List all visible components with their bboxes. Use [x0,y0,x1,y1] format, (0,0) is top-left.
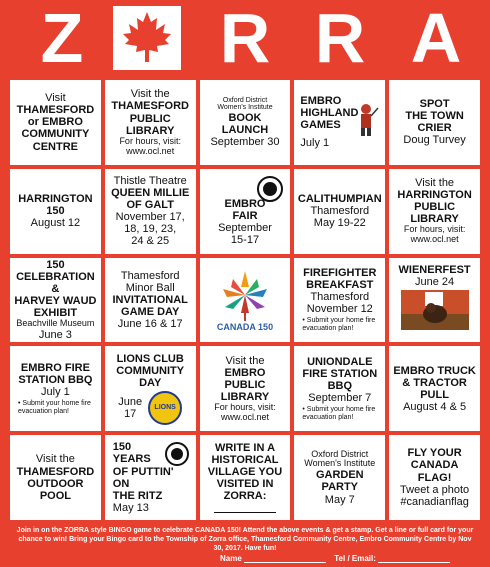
cell-text: & TRACTOR [402,376,467,389]
cell-text: For hours, visit: [214,402,276,413]
cell-text: FLAG! [417,471,452,484]
cell-text: November 17, [115,211,185,224]
bingo-cell[interactable] [105,258,196,343]
bingo-cell[interactable] [389,169,480,254]
cell-text: Thamesford [120,269,180,282]
cell-text: LAUNCH [221,124,269,137]
cell-text: CELEBRATION & [16,270,95,295]
cell-text: GAME DAY [121,306,180,319]
bingo-cell[interactable] [294,169,385,254]
cell-text: • Submit your home fire evacuation plan! [302,317,376,333]
cell-text: EXHIBIT [33,307,78,320]
cell-text: May 13 [112,501,149,514]
bingo-cell[interactable] [200,435,291,520]
cell-text: FIRE STATION [302,368,378,380]
cell-text: ZORRA: [223,490,267,503]
cell-text: September [218,222,272,235]
cell-text: 150 [46,205,65,218]
cell-text: Tweet a photo [400,483,470,496]
cell-text: June 24 [415,275,455,288]
cell-text: Visit the [35,453,75,466]
cell-text: For hours, visit: [119,135,181,146]
bingo-cell-free[interactable] [200,258,291,343]
cell-text: COMMUNITY [116,364,185,377]
cell-text: #canadianflag [400,495,469,508]
cell-text: LIBRARY [410,213,459,226]
cell-text: June 16 & 17 [117,318,183,331]
piper-icon [353,102,379,138]
cell-text: EMBRO TRUCK [393,364,476,377]
cell-text: CALITHUMPIAN [297,193,382,206]
cell-text: GARDEN [315,469,364,482]
cell-text: or EMBRO [27,116,83,129]
cell-text: FIREFIGHTER [303,267,377,280]
cell-text: YEARS [112,453,151,466]
cell-text: LIBRARY [220,390,270,403]
cell-text: July 1 [41,386,70,399]
cell-text: BBQ [327,380,353,393]
cell-text: Women's Institute [304,458,376,469]
bingo-cell[interactable] [294,258,385,343]
cell-text: PUBLIC [129,112,171,125]
cell-text: Visit the [130,88,170,101]
letter-a: A [410,0,462,77]
cell-text: CENTRE [32,140,79,153]
bingo-cell[interactable] [10,435,101,520]
cell-text: Oxford District [311,448,369,459]
cell-text: 17 [124,407,137,420]
letter-r-2: R [314,0,366,77]
cell-text: Thamesford [310,205,370,218]
tel-email-field[interactable] [378,554,450,563]
bingo-cell[interactable] [200,346,291,431]
cell-text: INVITATIONAL [112,293,188,306]
cell-text: Visit [45,92,66,105]
lions-club-logo-icon [148,391,182,425]
cell-text: FAIR [232,210,258,223]
cell-text: BOOK [228,111,262,124]
cell-text: STATION BBQ [18,374,93,387]
footer [0,524,490,567]
cell-text: EMBRO [224,366,266,379]
dachshund-photo-icon [401,290,469,330]
cell-text: CRIER [417,122,452,135]
cell-text: August 12 [30,217,81,230]
canada-150-logo-icon [213,267,277,323]
cell-text: www.ocl.net [410,234,459,245]
bingo-cell[interactable] [10,80,101,165]
cell-text: THAMESFORD [16,465,95,478]
cell-text: November 12 [306,303,373,316]
cell-text: THAMESFORD [16,104,95,117]
cell-text: HARRINGTON [397,189,472,202]
cell-text: GAMES [300,119,341,132]
cell-text: BREAKFAST [306,279,374,292]
cell-text: May 7 [324,493,355,506]
cell-text: CANADA [410,459,459,472]
cell-text: THAMESFORD [111,100,189,113]
cell-text: June 3 [38,329,72,342]
ritz-logo-icon [164,441,190,467]
cell-text: HISTORICAL [211,453,279,466]
cell-text: ON [112,477,130,490]
cell-text: May 19-22 [313,217,366,230]
cell-text: June [118,395,143,408]
cell-text: THE RITZ [112,489,163,502]
cell-text: HARRINGTON [18,193,93,206]
embro-fair-logo-icon [256,175,284,203]
cell-text: • Submit your home fire evacuation plan! [18,400,91,415]
bingo-cell[interactable] [389,435,480,520]
cell-text: Minor Ball [125,281,175,294]
bingo-cell[interactable] [294,435,385,520]
bingo-cell[interactable] [105,346,196,431]
cell-text: FLY YOUR [407,447,462,460]
bingo-cell[interactable] [10,169,101,254]
cell-text: Visit the [415,177,455,190]
write-in-line[interactable] [214,502,276,513]
cell-text: Beachville Museum [16,318,95,329]
cell-text: September 30 [210,136,280,149]
cell-text: 18, 19, 23, [124,223,177,236]
cell-text: August 4 & 5 [403,400,467,413]
lions-logo-text: LIONS [154,404,176,412]
cell-text: Doug Turvey [403,134,466,147]
cell-text: • Submit your home fire evacuation plan! [302,406,376,421]
maple-leaf-icon [113,6,181,70]
cell-text: POOL [39,489,71,502]
bingo-cell[interactable] [105,435,196,520]
cell-text: 150 [46,258,65,271]
cell-text: COMMUNITY [21,128,90,141]
cell-text: EMBRO [300,95,342,108]
cell-text: VISITED IN [216,478,274,491]
cell-text: Women's Institute [217,104,273,112]
bingo-cell[interactable] [105,80,196,165]
cell-text: Thamesford [310,291,370,304]
cell-text: OF GALT [126,199,174,212]
cell-text: OUTDOOR [27,477,84,490]
cell-text: EMBRO FIRE [20,361,90,374]
cell-text: July 1 [300,137,330,150]
bingo-cell[interactable] [200,169,291,254]
cell-text: 150 [112,441,132,454]
cell-text: PUBLIC [224,378,266,391]
cell-text: 24 & 25 [131,235,170,248]
cell-text: www.ocl.net [126,145,175,156]
header [0,0,490,76]
cell-text: CANADA 150 [216,322,274,333]
cell-text: WRITE IN A [214,441,276,454]
cell-text: PUBLIC [414,201,456,214]
name-label: Name [220,554,242,563]
letter-z: Z [40,0,84,77]
cell-text: QUEEN MILLIE [111,187,190,199]
letter-r-1: R [219,0,271,77]
bingo-cell[interactable] [294,80,385,165]
cell-text: Oxford District [222,96,268,104]
bingo-cell[interactable] [389,346,480,431]
bingo-cell[interactable] [10,346,101,431]
cell-text: PULL [420,388,449,401]
cell-text: Thistle Theatre [113,174,187,187]
cell-text: SPOT [419,98,450,111]
cell-text: UNIONDALE [307,355,373,368]
instructions-text: Join in on the ZORRA style BINGO game to celebrate CANADA 150! Attend the above events & get a stamp. Get a line or full card for your chance to win! Bring your Bingo card to the Township of Zorra office, Thamesford Community Centre, Embro Community Centre by Nov 30, 2017. Have fun! [16,527,474,552]
name-field[interactable] [244,554,326,563]
bingo-cell[interactable] [389,80,480,165]
cell-text: LIBRARY [125,124,175,137]
bingo-grid [10,80,480,520]
cell-text: 15-17 [230,234,260,247]
bingo-cell[interactable] [200,80,291,165]
bingo-cell[interactable] [105,169,196,254]
cell-text: HARVEY WAUD [14,295,97,308]
cell-text: www.ocl.net [220,411,269,422]
cell-text: HIGHLAND [300,107,359,120]
cell-text: WIENERFEST [398,263,471,276]
cell-text: PARTY [321,481,359,494]
bingo-cell[interactable] [389,258,480,343]
cell-text: EMBRO [224,198,266,210]
cell-text: September 7 [308,392,372,405]
cell-text: For hours, visit: [403,224,466,235]
cell-text: VILLAGE YOU [207,466,283,479]
cell-text: THE TOWN [405,110,464,123]
bingo-cell[interactable] [10,258,101,343]
cell-text: Visit the [225,354,265,367]
tel-email-label: Tel / Email: [334,554,376,563]
bingo-cell[interactable] [294,346,385,431]
cell-text: DAY [139,376,162,389]
cell-text: LIONS CLUB [116,352,184,365]
cell-text: OF PUTTIN' [112,465,174,478]
entry-fields [220,554,450,563]
